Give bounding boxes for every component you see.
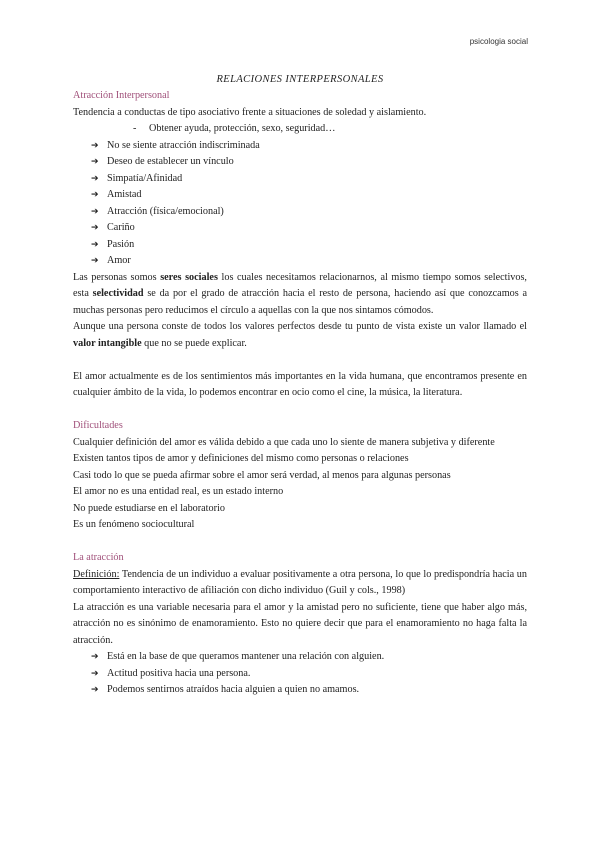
paragraph-seres-sociales: Las personas somos seres sociales los cuales necesitamos relacionarnos, al mismo tiempo somos selectivos, esta selectividad se da por el grado de atracción hacia el resto de persona, haciendo así que conozcamos a muchas personas pero reducimos el círculo a aquellas con la que nos sintamos cómodos. [73,271,527,316]
list-item: ➔ Simpatía/Afinidad [91,171,527,188]
attraction-traits-list [73,649,527,699]
difficulty-line: Existen tantos tipos de amor y definiciones del mismo como personas o relaciones [73,453,409,464]
list-item: ➔ Amistad [91,187,527,204]
spacer [73,534,527,551]
list-item: ➔ Podemos sentirnos atraídos hacia alguien a quien no amamos. [91,682,527,699]
definition-paragraph: Definición: Tendencia de un individuo a evaluar positivamente a otra persona, lo que lo predispondría hacia un comportamiento interactivo de afiliación con dicho individuo (Guil y cols., 1998) [73,568,527,596]
dash-list-item: - Obtener ayuda, protección, sexo, seguridad… [133,121,527,138]
arrow-icon: ➔ [91,223,99,233]
arrow-icon: ➔ [91,173,99,184]
list-item: ➔ Deseo de establecer un vínculo [91,154,527,171]
section-heading-atraccion-interpersonal: Atracción Interpersonal [73,90,170,101]
arrow-icon: ➔ [91,668,99,679]
document-body [73,72,527,699]
difficulty-line: El amor no es una entidad real, es un estado interno [73,486,284,497]
section-heading-dificultades: Dificultades [73,420,123,431]
arrow-icon: ➔ [91,239,99,250]
difficulty-line: Casi todo lo que se pueda afirmar sobre el amor será verdad, al menos para algunas personas [73,469,451,481]
list-item: ➔ No se siente atracción indiscriminada [91,138,527,155]
difficulty-line: No puede estudiarse en el laboratorio [73,502,225,514]
list-item: ➔ Está en la base de que queramos mantener una relación con alguien. [91,649,527,666]
bold-term: valor intangible [73,337,142,349]
intro-paragraph: Tendencia a conductas de tipo asociativo frente a situaciones de soledad y aislamiento. [73,106,427,118]
arrow-icon: ➔ [91,140,99,151]
dash-list [73,121,527,138]
paragraph-valor-intangible: Aunque una persona conste de todos los valores perfectos desde tu punto de vista existe un valor llamado el valor intangible que no se puede explicar. [73,321,527,349]
arrow-icon: ➔ [91,256,99,266]
paragraph-amor: El amor actualmente es de los sentimientos más importantes en la vida humana, que encontramos presente en cualquier ámbito de la vida, lo podemos encontrar en ocio como el cine, la música, la literatura. [73,370,527,398]
page-header: psicologia social [469,37,528,46]
bold-term: seres sociales [160,271,218,283]
difficulty-line: Cualquier definición del amor es válida debido a que cada uno lo siente de manera subjetiva y diferente [73,436,495,448]
difficulty-line: Es un fenómeno sociocultural [73,519,195,530]
list-item: ➔ Actitud positiva hacia una persona. [91,666,527,683]
list-item: ➔ Cariño [91,220,527,237]
document-title: RELACIONES INTERPERSONALES [216,74,384,85]
arrow-icon: ➔ [91,685,99,695]
paragraph-variable-necesaria: La atracción es una variable necesaria para el amor y la amistad pero no suficiente, tiene que haber algo más, atracción no es sinónimo de enamoramiento. Esto no quiere decir que para el enamoramiento no haga falta la atracción. [73,601,527,646]
section-heading-la-atraccion: La atracción [73,552,124,563]
arrow-icon: ➔ [91,157,99,167]
bold-term: selectividad [92,288,144,299]
arrow-icon: ➔ [91,652,99,662]
arrow-icon: ➔ [91,190,99,200]
list-item: ➔ Atracción (física/emocional) [91,204,527,221]
spacer [73,402,527,419]
list-item: ➔ Amor [91,253,527,270]
arrow-icon: ➔ [91,206,99,217]
list-item: ➔ Pasión [91,237,527,254]
spacer [73,352,527,369]
attraction-list [73,138,527,270]
definition-label: Definición: [73,568,120,580]
